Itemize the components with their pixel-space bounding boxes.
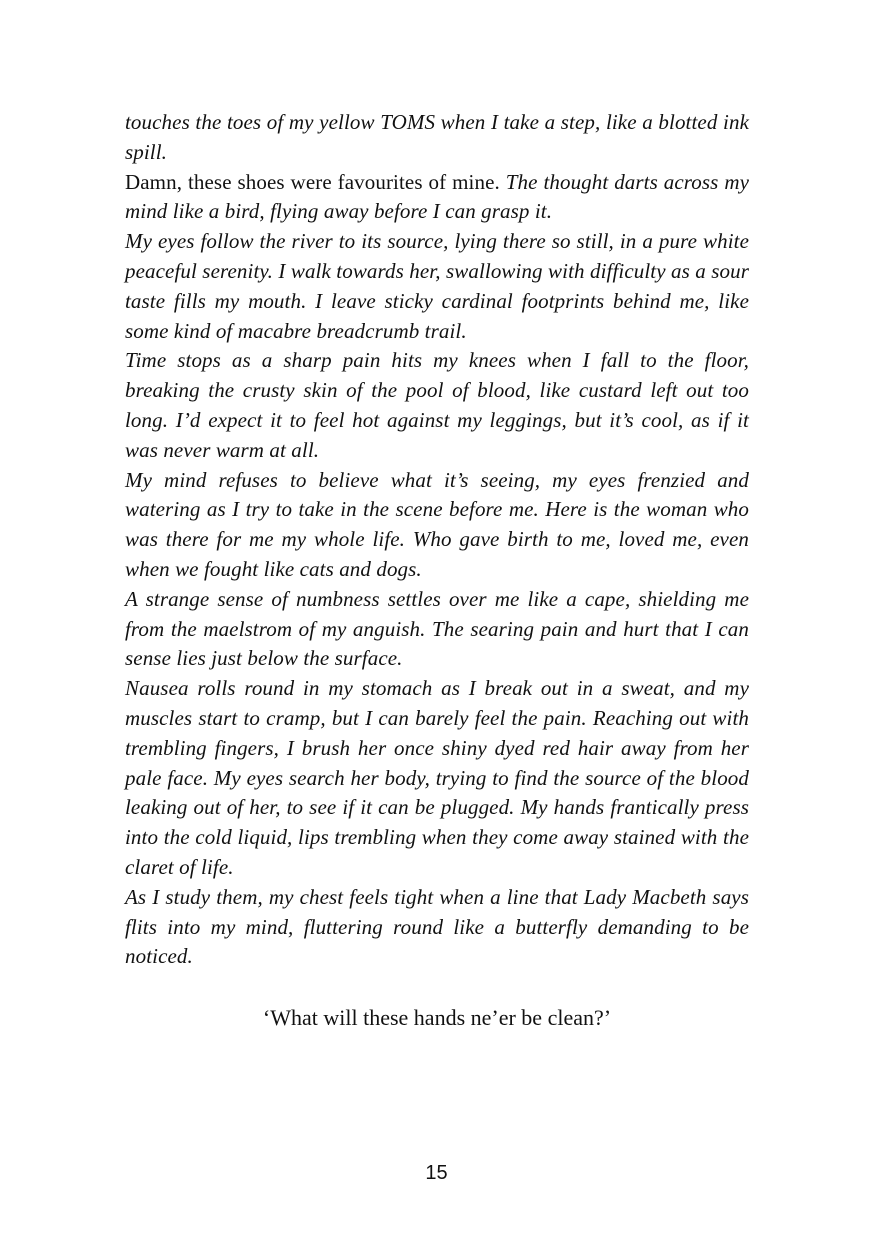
paragraph-segment: Damn, these shoes were favourites of mine.	[125, 169, 506, 194]
paragraph	[125, 466, 749, 585]
body-text	[125, 108, 749, 972]
paragraph-segment: My eyes follow the river to its source, lying there so still, in a pure white peaceful serenity. I walk towards her, swallowing with difficulty as a sour taste fills my mouth. I leave sticky cardinal footprints behind me, like some kind of macabre breadcrumb trail.	[125, 229, 749, 343]
paragraph	[125, 585, 749, 674]
paragraph	[125, 674, 749, 883]
paragraph-segment: A strange sense of numbness settles over me like a cape, shielding me from the maelstrom of my anguish. The searing pain and hurt that I can sense lies just below the surface.	[125, 586, 749, 671]
paragraph	[125, 168, 749, 228]
page-number: 15	[425, 1162, 448, 1184]
paragraph	[125, 108, 749, 168]
paragraph-segment: Time stops as a sharp pain hits my knees when I fall to the floor, breaking the crusty skin of the pool of blood, like custard left out too long. I’d expect it to feel hot against my leggings, but it’s cool, as if it was never warm at all.	[125, 348, 749, 462]
paragraph-segment: As I study them, my chest feels tight when a line that Lady Macbeth says flits into my mind, fluttering round like a butterfly demanding to be noticed.	[125, 884, 749, 969]
paragraph	[125, 227, 749, 346]
paragraph-segment: The thought darts across my mind like a bird, flying away before I can grasp it.	[125, 169, 750, 224]
paragraph-segment: My mind refuses to believe what it’s seeing, my eyes frenzied and watering as I try to take in the scene before me. Here is the woman who was there for me my whole life. Who gave birth to me, loved me, even when we fought like cats and dogs.	[125, 467, 749, 581]
paragraph	[125, 346, 749, 465]
macbeth-quote: ‘What will these hands ne’er be clean?’	[262, 1005, 612, 1030]
paragraph-segment: touches the toes of my yellow TOMS when I take a step, like a blotted ink spill.	[125, 110, 749, 164]
paragraph-segment: Nausea rolls round in my stomach as I break out in a sweat, and my muscles start to cramp, but I can barely feel the pain. Reaching out with trembling fingers, I brush her once shiny dyed red hair away from her pale face. My eyes search her body, trying to find the source of the blood leaking out of her, to see if it can be plugged. My hands frantically press into the cold liquid, lips trembling when they come away stained with the claret of life.	[125, 676, 749, 879]
paragraph	[125, 883, 749, 972]
